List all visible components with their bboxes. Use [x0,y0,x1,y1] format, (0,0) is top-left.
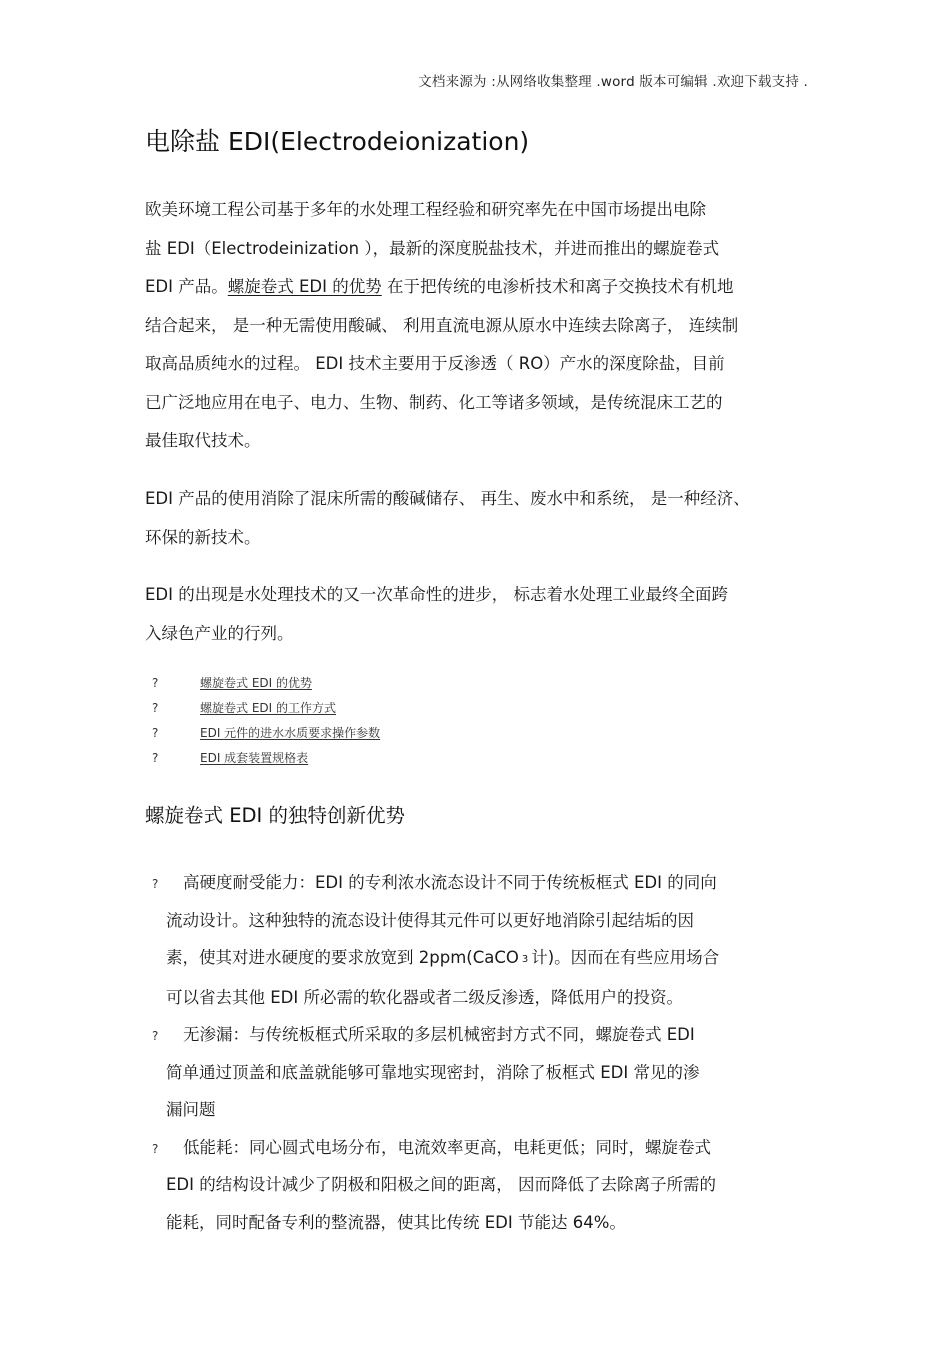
bullet-marker: ? [152,877,159,891]
section-title: 螺旋卷式 EDI 的独特创新优势 [145,804,405,827]
toc-item [152,671,380,696]
bullet-body [152,864,832,1016]
bullet-marker: ? [152,1141,159,1156]
toc-link-working-mode[interactable]: 螺旋卷式 EDI 的工作方式 [200,701,336,715]
intro-paragraph [145,191,815,461]
intro-line-3-end: 在于把传统的电渗析技术和离子交换技术有机地 [381,277,734,296]
bullet-line: 漏问题 [166,1100,216,1119]
advantage-item-no-leak [152,1016,832,1129]
toc-marker: ? [152,701,159,715]
intro-line-3-start: EDI 产品。 [145,277,228,296]
intro-line-7: 最佳取代技术。 [145,431,261,450]
bullet-marker: ? [152,1029,159,1043]
toc-marker: ? [152,726,159,740]
paragraph-2 [145,480,815,557]
para3-line-2: 入绿色产业的行列。 [145,623,294,643]
bullet-line-end: 计)。因而在有些应用场合 [531,948,720,967]
intro-line-6: 已广泛地应用在电子、电力、生物、制药、化工等诸多领域，是传统混床工艺的 [145,392,723,412]
advantage-item-hardness [152,864,832,1016]
toc-item [152,746,380,771]
subscript: 3 [521,954,529,965]
bullet-body [152,1129,832,1242]
intro-line-4: 结合起来， 是一种无需使用酸碱、 利用直流电源从原水中连续去除离子， 连续制 [145,315,739,335]
bullet-line-start: 素，使其对进水硬度的要求放宽到 2ppm(CaCO [166,948,519,967]
paragraph-3 [145,576,815,653]
bullet-line: 可以省去其他 EDI 所必需的软化器或者二级反渗透，降低用户的投资。 [166,987,683,1007]
bullet-line: 低能耗：同心圆式电场分布，电流效率更高，电耗更低；同时，螺旋卷式 [183,1137,711,1157]
para2-line-2: 环保的新技术。 [145,527,261,547]
toc-marker: ? [152,676,159,690]
advantages-list [152,864,832,1241]
intro-line-5: 取高品质纯水的过程。 EDI 技术主要用于反渗透（ RO）产水的深度除盐，目前 [145,354,725,373]
intro-line-2: 盐 EDI（Electrodeinization ），最新的深度脱盐技术，并进而推出的螺旋卷式 [145,238,720,258]
page-title: 电除盐 EDI(Electrodeionization) [145,127,530,156]
intro-line-1: 欧美环境工程公司基于多年的水处理工程经验和研究率先在中国市场提出电除 [145,200,706,219]
toc-link-advantages[interactable]: 螺旋卷式 EDI 的优势 [200,676,312,690]
toc-marker: ? [152,751,159,765]
bullet-line: 流动设计。这种独特的流态设计使得其元件可以更好地消除引起结垢的因 [166,910,694,930]
header-note: 文档来源为 :从网络收集整理 .word 版本可编辑 .欢迎下载支持 . [418,74,808,90]
bullet-line: 高硬度耐受能力：EDI 的专利浓水流态设计不同于传统板框式 EDI 的同向 [183,873,717,892]
toc-item [152,696,380,721]
toc-link-feedwater-params[interactable]: EDI 元件的进水水质要求操作参数 [200,726,381,740]
bullet-line [166,939,832,979]
bullet-line: 简单通过顶盖和底盖就能够可靠地实现密封，消除了板框式 EDI 常见的渗 [166,1062,700,1082]
para3-line-1: EDI 的出现是水处理技术的又一次革命性的进步， 标志着水处理工业最终全面跨 [145,585,728,604]
toc-list [152,671,380,771]
toc-item [152,721,380,746]
bullet-line: EDI 的结构设计减少了阴极和阳极之间的距离， 因而降低了去除离子所需的 [166,1175,716,1194]
bullet-line: 无渗漏：与传统板框式所采取的多层机械密封方式不同，螺旋卷式 EDI [183,1025,695,1044]
bullet-line: 能耗，同时配备专利的整流器，使其比传统 EDI 节能达 64%。 [166,1212,626,1232]
toc-link-spec-table[interactable]: EDI 成套装置规格表 [200,751,309,765]
intro-line-3 [145,268,815,307]
bullet-body [152,1016,832,1129]
para2-line-1: EDI 产品的使用消除了混床所需的酸碱储存、 再生、废水中和系统， 是一种经济、 [145,489,750,508]
advantage-item-low-energy [152,1129,832,1242]
advantages-inline-link[interactable]: 螺旋卷式 EDI 的优势 [227,277,382,296]
